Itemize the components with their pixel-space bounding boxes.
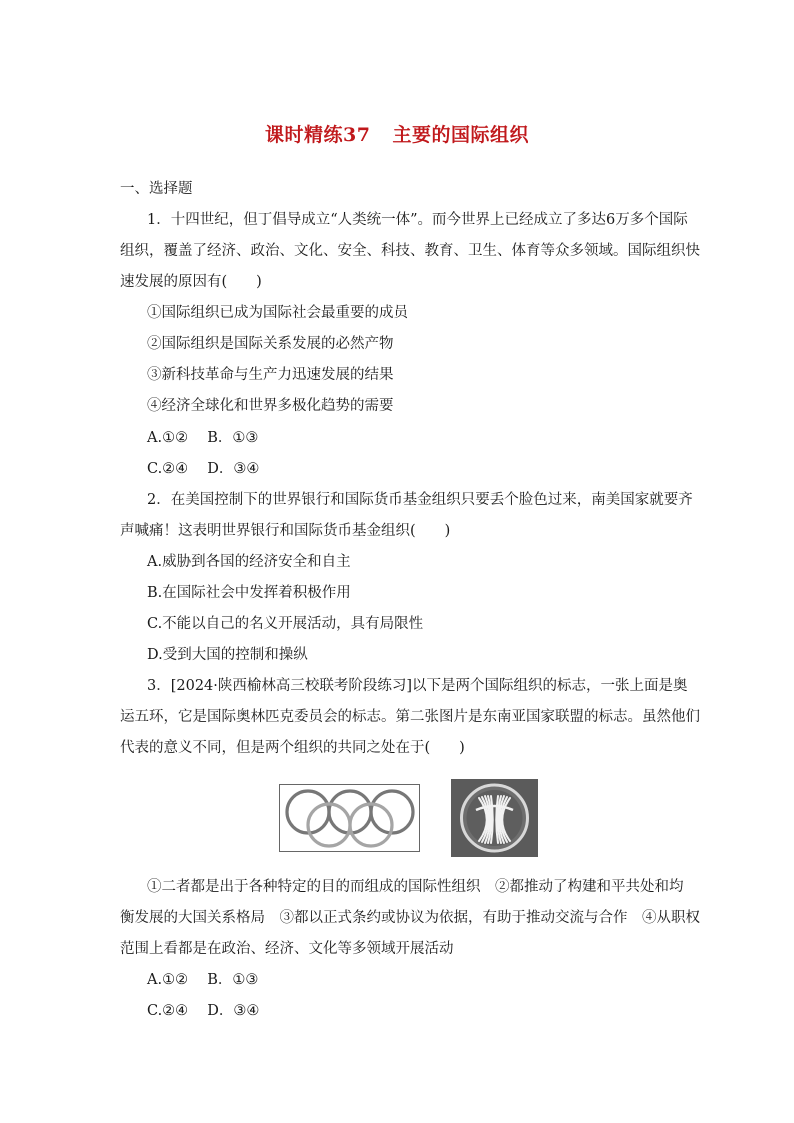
q1-item: ①国际组织已成为国际社会最重要的成员: [147, 305, 408, 321]
q2-stem-line: 声喊痛！这表明世界银行和国际货币基金组织( ): [120, 523, 451, 539]
q3-stem-line: 3．[2024·陕西榆林高三校联考阶段练习]以下是两个国际组织的标志，一张上面是奥: [147, 678, 688, 694]
q1-stem-line: 组织，覆盖了经济、政治、文化、安全、科技、教育、卫生、体育等众多领域。国际组织快: [120, 243, 700, 259]
logo-images: [0, 779, 794, 859]
q3-statement-line: ①二者都是出于各种特定的目的而组成的国际性组织 ②都推动了构建和平共处和均: [147, 879, 684, 895]
q1-item: ④经济全球化和世界多极化趋势的需要: [147, 398, 394, 414]
q2-option: A.威胁到各国的经济安全和自主: [147, 554, 351, 570]
title-main: 主要的国际组织: [392, 124, 529, 146]
q3-statement-line: 范围上看都是在政治、经济、文化等多领域开展活动: [120, 941, 454, 957]
q2-option: D.受到大国的控制和操纵: [147, 647, 308, 663]
q1-options: C.②④ D．③④: [147, 461, 260, 477]
q3-options: A.①② B．①③: [147, 972, 259, 988]
q3-options: C.②④ D．③④: [147, 1003, 260, 1019]
q2-stem-line: 2．在美国控制下的世界银行和国际货币基金组织只要丢个脸色过来，南美国家就要齐: [147, 492, 693, 508]
q2-option: B.在国际社会中发挥着积极作用: [147, 585, 351, 601]
asean-logo: [451, 779, 538, 857]
q3-statement-line: 衡发展的大国关系格局 ③都以正式条约或协议为依据，有助于推动交流与合作 ④从职权: [120, 910, 700, 926]
section-heading: 一、选择题: [120, 181, 193, 197]
q1-stem-line: 1．十四世纪，但丁倡导成立“人类统一体”。而今世界上已经成立了多达6万多个国际: [147, 212, 688, 228]
q1-item: ③新科技革命与生产力迅速发展的结果: [147, 367, 394, 383]
q1-stem-line: 速发展的原因有( ): [120, 274, 262, 290]
q3-stem-line: 运五环，它是国际奥林匹克委员会的标志。第二张图片是东南亚国家联盟的标志。虽然他们: [120, 709, 700, 725]
olympic-rings-logo: [279, 784, 420, 852]
q2-option: C.不能以自己的名义开展活动，具有局限性: [147, 616, 424, 632]
title-prefix: 课时精练37: [265, 124, 371, 146]
q1-item: ②国际组织是国际关系发展的必然产物: [147, 336, 394, 352]
q3-stem-line: 代表的意义不同，但是两个组织的共同之处在于( ): [120, 740, 465, 756]
q1-options: A.①② B．①③: [147, 430, 259, 446]
page-title: [0, 120, 794, 147]
